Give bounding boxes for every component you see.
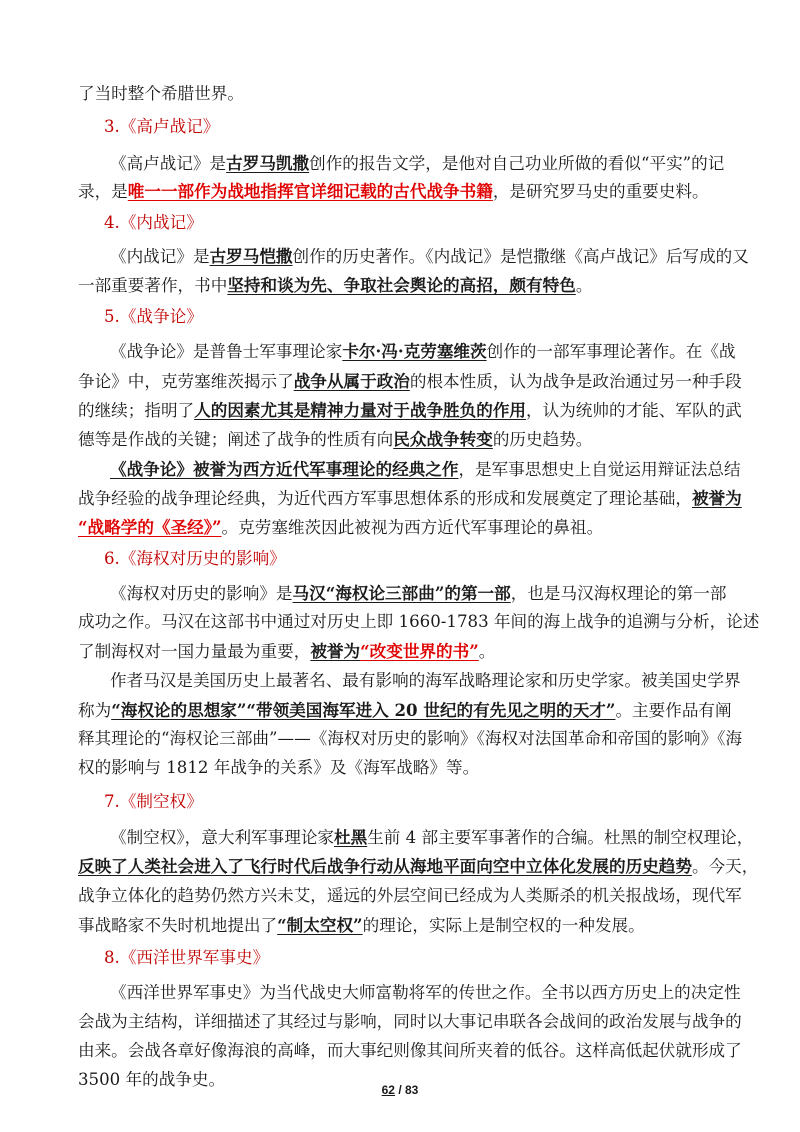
- current-page: 62: [381, 1083, 395, 1097]
- body-line: 《制空权》，意大利军事理论家杜黑生前 4 部主要军事著作的合编。杜黑的制空权理论，: [110, 827, 754, 847]
- body-line: 作者马汉是美国历史上最著名、最有影响的海军战略理论家和历史学家。被美国史学界: [110, 671, 741, 690]
- body-line: 一部重要著作，书中坚持和谈为先、争取社会舆论的高招，颇有特色。: [78, 275, 593, 295]
- body-line: 的继续；指明了人的因素尤其是精神力量对于战争胜负的作用，认为统帅的才能、军队的武: [78, 400, 742, 420]
- emphasis: 民众战争转变: [393, 429, 493, 449]
- section-heading-6: 6.《海权对历史的影响》: [104, 549, 286, 568]
- body-line: 《战争论》是普鲁士军事理论家卡尔·冯·克劳塞维茨创作的一部军事理论著作。在《战: [110, 341, 736, 361]
- emphasis: “海权论的思想家”“带领美国海军进入 20 世纪的有先见之明的天才”: [111, 700, 616, 720]
- emphasis: 马汉“海权论三部曲”的第一部: [292, 583, 511, 603]
- body-line: 了当时整个希腊世界。: [78, 84, 244, 103]
- emphasis: 古罗马凯撒: [226, 153, 310, 173]
- section-heading-4: 4.《内战记》: [104, 213, 203, 232]
- emphasis: “制太空权”: [277, 915, 363, 935]
- emphasis: 古罗马恺撒: [209, 246, 293, 266]
- emphasis-red: “改变世界的书”: [360, 641, 479, 661]
- emphasis-red: “战略学的《圣经》”: [78, 517, 222, 537]
- body-line: 《海权对历史的影响》是马汉“海权论三部曲”的第一部，也是马汉海权理论的第一部: [110, 583, 727, 603]
- emphasis: 反映了人类社会进入了飞行时代后战争行动从海地平面向空中立体化发展的历史趋势: [78, 856, 692, 876]
- emphasis: 《战争论》被誉为西方近代军事理论的经典之作: [110, 459, 459, 479]
- body-line: 释其理论的“海权论三部曲”——《海权对历史的影响》《海权对法国革命和帝国的影响》《海: [78, 729, 743, 748]
- body-line: 战争立体化的趋势仍然方兴未艾，遥远的外层空间已经成为人类厮杀的机关报战场，现代军: [78, 886, 742, 905]
- body-line: 称为“海权论的思想家”“带领美国海军进入 20 世纪的有先见之明的天才”。主要作品有阐: [78, 700, 732, 720]
- body-line: 反映了人类社会进入了飞行时代后战争行动从海地平面向空中立体化发展的历史趋势。今天，: [78, 856, 759, 876]
- section-heading-8: 8.《西洋世界军事史》: [104, 948, 270, 967]
- body-line: 《西洋世界军事史》为当代战史大师富勒将军的传世之作。全书以西方历史上的决定性: [110, 983, 741, 1002]
- section-heading-7: 7.《制空权》: [104, 792, 203, 811]
- page-number: 62 / 83: [381, 1083, 419, 1097]
- emphasis: 被誉为: [310, 641, 361, 661]
- body-line: 《战争论》被誉为西方近代军事理论的经典之作，是军事思想史上自觉运用辩证法总结: [110, 459, 741, 479]
- body-line: 战争经验的战争理论经典，为近代西方军事思想体系的形成和发展奠定了理论基础，被誉为: [78, 488, 742, 508]
- section-heading-3: 3.《高卢战记》: [104, 117, 220, 136]
- body-line: “战略学的《圣经》”。克劳塞维茨因此被视为西方近代军事理论的鼻祖。: [78, 517, 604, 537]
- body-line: 会战为主结构，详细描述了其经过与影响，同时以大事记串联各会战间的政治发展与战争的: [78, 1012, 742, 1031]
- body-line: 权的影响与 1812 年战争的关系》及《海军战略》等。: [78, 758, 480, 777]
- body-line: 成功之作。马汉在这部书中通过对历史上即 1660-1783 年间的海上战争的追溯与分析，论述: [78, 612, 760, 631]
- body-line: 由来。会战各章好像海浪的高峰，而大事纪则像其间所夹着的低谷。这样高低起伏就形成了: [78, 1041, 742, 1060]
- emphasis: 杜黑: [334, 827, 368, 847]
- body-line: 了制海权对一国力量最为重要，被誉为“改变世界的书”。: [78, 641, 496, 661]
- body-line: 争论》中，克劳塞维茨揭示了战争从属于政治的根本性质，认为战争是政治通过另一种手段: [78, 371, 742, 391]
- section-heading-5: 5.《战争论》: [104, 307, 203, 326]
- body-line: 《高卢战记》是古罗马凯撒创作的报告文学，是他对自己功业所做的看似“平实”的记: [110, 153, 725, 173]
- body-line: 3500 年的战争史。: [78, 1070, 226, 1089]
- emphasis: 卡尔·冯·克劳塞维茨: [342, 341, 487, 361]
- emphasis-red: 唯一一部作为战地指挥官详细记载的古代战争书籍: [127, 181, 493, 201]
- emphasis: 人的因素尤其是精神力量对于战争胜负的作用: [194, 400, 527, 420]
- body-line: 德等是作战的关键；阐述了战争的性质有向民众战争转变的历史趋势。: [78, 429, 593, 449]
- emphasis: 战争从属于政治: [293, 371, 410, 391]
- emphasis: 坚持和谈为先、争取社会舆论的高招，颇有特色: [227, 275, 576, 295]
- body-line: 录，是唯一一部作为战地指挥官详细记载的古代战争书籍，是研究罗马史的重要史料。: [78, 181, 709, 201]
- body-line: 《内战记》是古罗马恺撒创作的历史著作。《内战记》是恺撒继《高卢战记》后写成的又: [110, 246, 749, 266]
- emphasis: 被誉为: [691, 488, 742, 508]
- total-pages: 83: [405, 1083, 419, 1097]
- body-line: 事战略家不失时机地提出了“制太空权”的理论，实际上是制空权的一种发展。: [78, 915, 645, 935]
